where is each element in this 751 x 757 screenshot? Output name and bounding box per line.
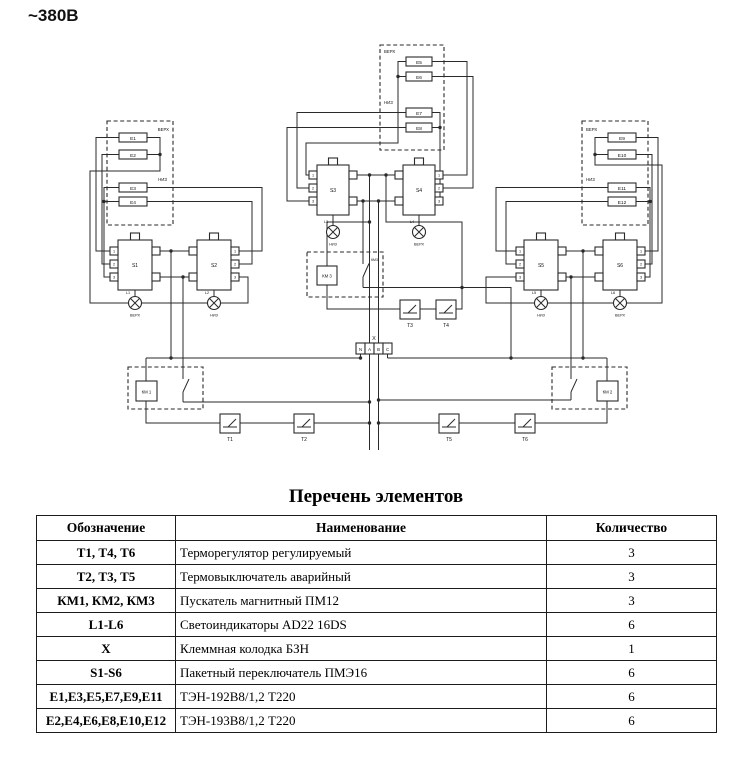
terminal-number: 2 bbox=[233, 262, 237, 267]
cell-name: Терморегулятор регулируемый bbox=[176, 541, 547, 565]
thermostat-label: Т3 bbox=[407, 323, 413, 329]
cell-designation: Е1,Е3,Е5,Е7,Е9,Е11 bbox=[37, 685, 176, 709]
lamp-l3 bbox=[324, 215, 340, 247]
lamp-l5 bbox=[532, 290, 548, 318]
switch-label: S5 bbox=[537, 263, 545, 269]
contactor-km1 bbox=[128, 367, 203, 409]
lamp-id: L1 bbox=[125, 291, 131, 295]
thermostat-label: Т4 bbox=[443, 323, 449, 329]
cell-name: Термовыключатель аварийный bbox=[176, 565, 547, 589]
switch-s4 bbox=[395, 158, 443, 215]
terminal-number: 1 bbox=[233, 249, 237, 254]
table-row bbox=[37, 685, 717, 709]
switch-label: S1 bbox=[131, 263, 139, 269]
terminal-a-label: А bbox=[368, 347, 371, 352]
table-row bbox=[37, 589, 717, 613]
cell-designation: S1-S6 bbox=[37, 661, 176, 685]
table-row bbox=[37, 565, 717, 589]
cell-designation: Е2,Е4,Е6,Е8,Е10,Е12 bbox=[37, 709, 176, 733]
heater-e1-label: Е1 bbox=[130, 137, 136, 143]
lamp-l2 bbox=[205, 290, 221, 318]
cell-qty: 6 bbox=[547, 661, 717, 685]
contactor-coil-label: КМ 2 bbox=[602, 389, 613, 395]
switch-label: S3 bbox=[329, 188, 337, 194]
thermostat-t1 bbox=[220, 414, 240, 443]
cell-qty: 3 bbox=[547, 541, 717, 565]
wires bbox=[90, 62, 662, 451]
switch-s3 bbox=[309, 158, 357, 215]
right-heater-box bbox=[582, 121, 648, 225]
zone-label-top: ВЕРХ bbox=[157, 127, 169, 132]
terminal-number: 1 bbox=[639, 249, 643, 254]
col-header-name: Наименование bbox=[176, 516, 547, 541]
terminal-number: 3 bbox=[639, 275, 643, 280]
cell-qty: 3 bbox=[547, 589, 717, 613]
lamp-zone: ВЕРХ bbox=[130, 313, 140, 318]
lamp-id: L4 bbox=[409, 220, 415, 224]
center-heater-box bbox=[380, 45, 444, 150]
cell-name: ТЭН-193В8/1,2 Т220 bbox=[176, 709, 547, 733]
table-row bbox=[37, 637, 717, 661]
heater-e2-label: Е2 bbox=[130, 154, 136, 160]
contact-label: КМ3 bbox=[371, 258, 378, 262]
terminal-number: 2 bbox=[437, 186, 441, 191]
heater-e9-label: Е9 bbox=[619, 137, 625, 143]
terminal-number: 3 bbox=[437, 199, 441, 204]
lamp-zone: ВЕРХ bbox=[615, 313, 625, 318]
switch-s1 bbox=[110, 233, 160, 290]
switch-label: S4 bbox=[415, 188, 423, 194]
thermostat-t3 bbox=[400, 300, 420, 329]
col-header-designation: Обозначение bbox=[37, 516, 176, 541]
contactor-km3 bbox=[307, 252, 383, 297]
contactor-km2 bbox=[552, 367, 627, 409]
left-heater-box bbox=[107, 121, 173, 225]
cell-name: ТЭН-192В8/1,2 Т220 bbox=[176, 685, 547, 709]
table-header-row bbox=[37, 516, 717, 541]
table-row bbox=[37, 541, 717, 565]
cell-name: Пакетный переключатель ПМЭ16 bbox=[176, 661, 547, 685]
cell-qty: 6 bbox=[547, 709, 717, 733]
zone-label-bottom: НИЗ bbox=[384, 100, 393, 105]
zone-label-bottom: НИЗ bbox=[158, 177, 167, 182]
zone-label-bottom: НИЗ bbox=[586, 177, 595, 182]
thermostat-label: Т6 bbox=[522, 437, 528, 443]
lamp-l6 bbox=[611, 290, 627, 318]
terminal-number: 2 bbox=[639, 262, 643, 267]
cell-qty: 6 bbox=[547, 685, 717, 709]
terminal-block-x bbox=[356, 336, 392, 354]
switch-s2 bbox=[189, 233, 239, 290]
cell-designation: X bbox=[37, 637, 176, 661]
zone-label-top: ВЕРХ bbox=[586, 127, 598, 132]
switch-s6 bbox=[595, 233, 645, 290]
terminal-number: 1 bbox=[518, 249, 522, 254]
terminal-number: 3 bbox=[112, 275, 116, 280]
thermostat-label: Т2 bbox=[301, 437, 307, 443]
table-row bbox=[37, 709, 717, 733]
cell-name: Пускатель магнитный ПМ12 bbox=[176, 589, 547, 613]
table-row bbox=[37, 613, 717, 637]
lamp-zone: НИЗ bbox=[210, 313, 218, 318]
lamp-zone: НИЗ bbox=[537, 313, 545, 318]
cell-designation: КМ1, КМ2, КМ3 bbox=[37, 589, 176, 613]
parts-list-title: Перечень элементов bbox=[288, 486, 464, 507]
heater-e6-label: Е6 bbox=[416, 76, 422, 82]
thermostat-t5 bbox=[439, 414, 459, 443]
terminal-number: 3 bbox=[311, 199, 315, 204]
cell-qty: 3 bbox=[547, 565, 717, 589]
cell-qty: 1 bbox=[547, 637, 717, 661]
lamp-id: L6 bbox=[610, 291, 616, 295]
thermostat-t4 bbox=[436, 300, 456, 329]
cell-designation: L1-L6 bbox=[37, 613, 176, 637]
switch-s5 bbox=[516, 233, 566, 290]
parts-list-section bbox=[36, 486, 716, 733]
thermostat-label: Т5 bbox=[446, 437, 452, 443]
contactor-coil-label: КМ 1 bbox=[141, 389, 152, 395]
parts-table bbox=[36, 515, 717, 733]
zone-label-top: ВЕРХ bbox=[384, 49, 396, 54]
heater-e4-label: Е4 bbox=[130, 201, 136, 207]
lamp-zone: НИЗ bbox=[329, 242, 337, 247]
heater-e11-label: Е11 bbox=[617, 187, 627, 193]
cell-qty: 6 bbox=[547, 613, 717, 637]
terminal-number: 2 bbox=[518, 262, 522, 267]
terminal-b-label: В bbox=[377, 347, 380, 352]
terminal-n-label: N bbox=[358, 347, 363, 352]
terminal-number: 3 bbox=[233, 275, 237, 280]
heater-e10-label: Е10 bbox=[617, 154, 627, 160]
contactor-coil-label: КМ 3 bbox=[322, 273, 332, 279]
switch-label: S2 bbox=[210, 263, 218, 269]
lamp-zone: ВЕРХ bbox=[414, 242, 424, 247]
col-header-qty: Количество bbox=[547, 516, 717, 541]
switch-label: S6 bbox=[616, 263, 624, 269]
thermostat-t6 bbox=[515, 414, 535, 443]
cell-name: Светоиндикаторы AD22 16DS bbox=[176, 613, 547, 637]
table-row bbox=[37, 661, 717, 685]
lamp-l1 bbox=[126, 290, 142, 318]
terminal-number: 2 bbox=[112, 262, 116, 267]
terminal-number: 3 bbox=[518, 275, 522, 280]
terminal-number: 1 bbox=[311, 173, 315, 178]
heater-e8-label: Е8 bbox=[416, 127, 422, 133]
lamp-id: L2 bbox=[204, 291, 210, 295]
terminal-block-label: X bbox=[372, 336, 376, 342]
heater-e7-label: Е7 bbox=[416, 112, 422, 118]
terminal-number: 2 bbox=[311, 186, 315, 191]
cell-designation: Т2, Т3, Т5 bbox=[37, 565, 176, 589]
terminal-number: 1 bbox=[112, 249, 116, 254]
cell-designation: Т1, Т4, Т6 bbox=[37, 541, 176, 565]
heater-e5-label: Е5 bbox=[416, 61, 422, 67]
terminal-c-label: С bbox=[385, 347, 390, 352]
cell-name: Клеммная колодка БЗН bbox=[176, 637, 547, 661]
supply-voltage-label: ~380В bbox=[28, 6, 79, 25]
thermostat-t2 bbox=[294, 414, 314, 443]
lamp-l4 bbox=[410, 215, 426, 247]
thermostat-label: Т1 bbox=[227, 437, 233, 443]
lamp-id: L5 bbox=[531, 291, 537, 295]
lamp-id: L3 bbox=[323, 220, 329, 224]
terminal-number: 1 bbox=[437, 173, 441, 178]
heater-e12-label: Е12 bbox=[617, 201, 627, 207]
heater-e3-label: Е3 bbox=[130, 187, 136, 193]
